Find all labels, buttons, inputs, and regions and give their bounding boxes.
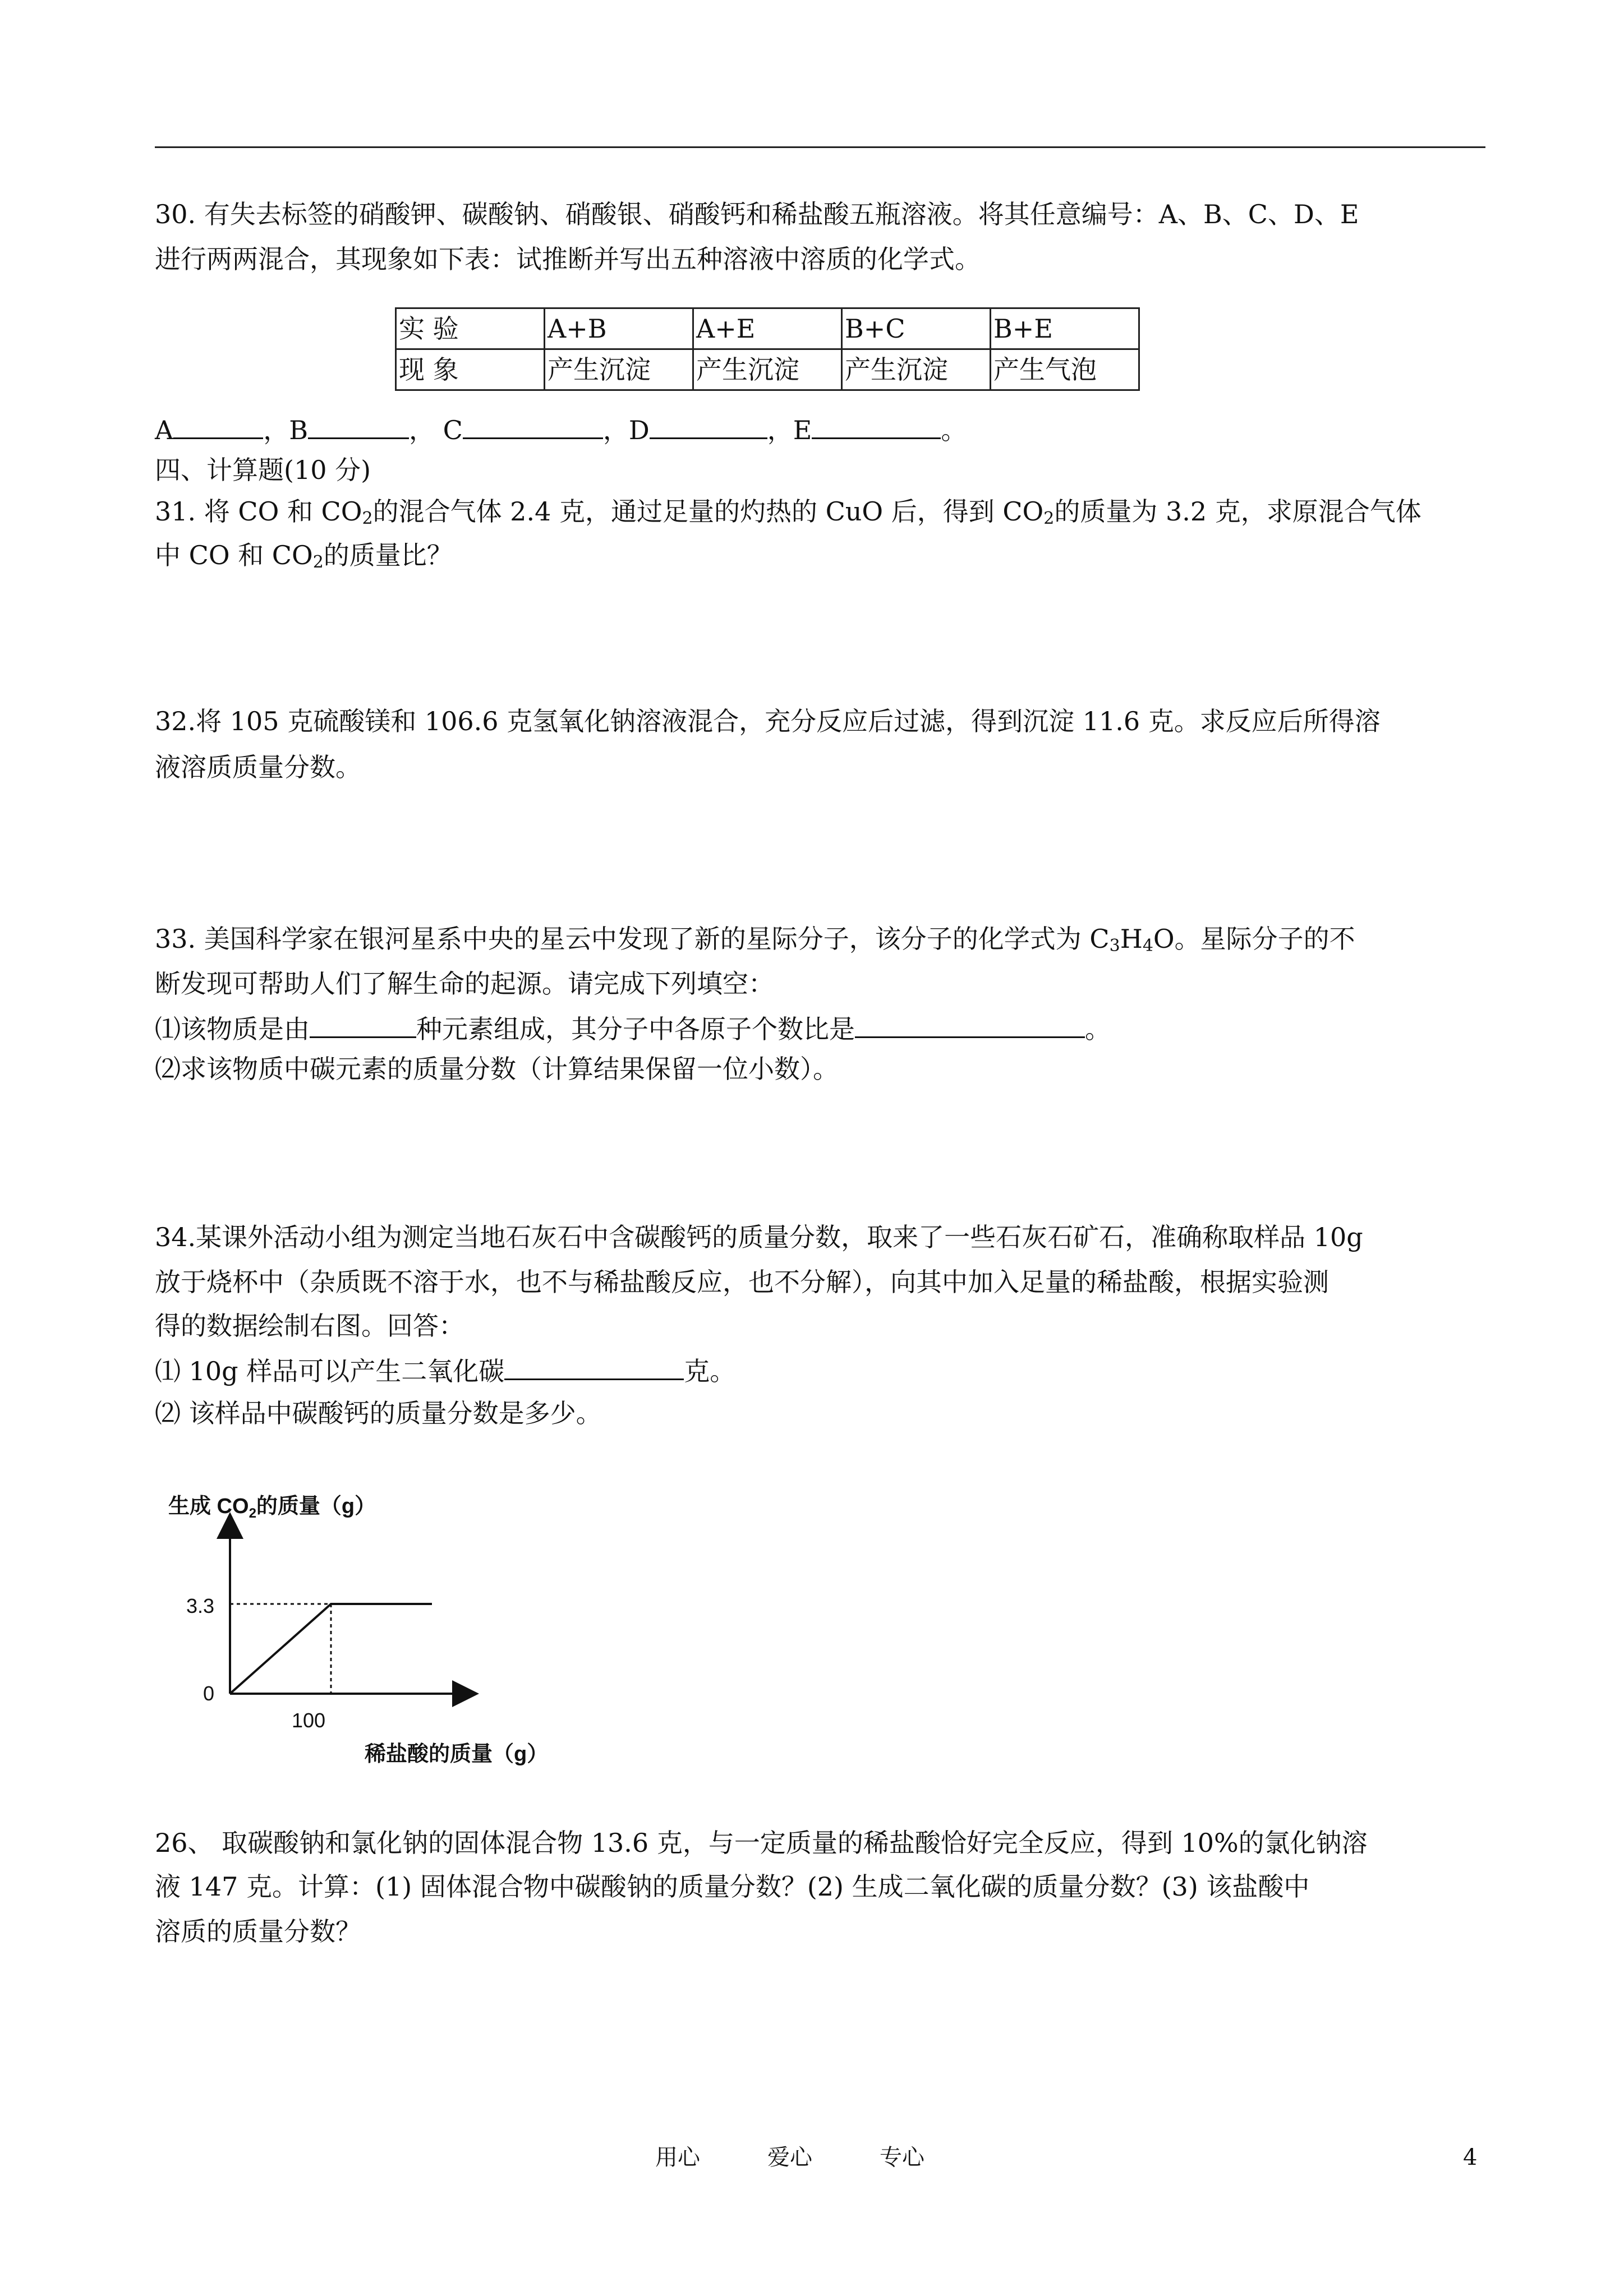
chart-ylabel-sub: 2 bbox=[249, 1506, 256, 1521]
table-cell: A+E bbox=[693, 308, 842, 349]
q32-line-2: 液溶质质量分数。 bbox=[155, 752, 361, 782]
subscript: 2 bbox=[312, 552, 324, 572]
table-cell: 产生气泡 bbox=[991, 349, 1139, 390]
chart-marks bbox=[230, 1604, 432, 1694]
q34-line-1: 34.某课外活动小组为测定当地石灰石中含碳酸钙的质量分数，取来了一些石灰石矿石，准确称取样品 10g bbox=[155, 1222, 1363, 1252]
origin-label: 0 bbox=[203, 1682, 215, 1705]
table-cell: 实 验 bbox=[396, 308, 545, 349]
answer-blank-a[interactable] bbox=[173, 411, 263, 439]
text-run: 克。 bbox=[684, 1356, 736, 1386]
x-tick-label: 100 bbox=[292, 1709, 326, 1732]
q26-line-3: 溶质的质量分数？ bbox=[155, 1916, 361, 1947]
text-run: 的质量为 3.2 克，求原混合气体 bbox=[1054, 496, 1421, 527]
chart-ylabel-a: 生成 CO bbox=[168, 1495, 249, 1518]
subscript: 3 bbox=[1109, 936, 1120, 956]
answer-label-d: ，D bbox=[602, 415, 650, 445]
subscript: 2 bbox=[362, 509, 373, 528]
subscript: 2 bbox=[1043, 509, 1055, 528]
q34-line-4 bbox=[155, 1352, 735, 1388]
text-run: 中 CO 和 CO bbox=[155, 540, 313, 570]
text-run: ⑴该物质是由 bbox=[155, 1014, 310, 1044]
answer-blank-elements[interactable] bbox=[310, 1009, 416, 1038]
chart-ylabel bbox=[168, 1495, 376, 1521]
footer-word-3: 专心 bbox=[880, 2145, 924, 2170]
answer-label-a: A bbox=[155, 415, 174, 445]
footer-word-2: 爱心 bbox=[767, 2145, 812, 2170]
chart-ylabel-b: 的质量（g） bbox=[256, 1495, 376, 1518]
answer-blank-c[interactable] bbox=[463, 411, 603, 439]
table-cell: 产生沉淀 bbox=[842, 349, 991, 390]
experiment-table bbox=[395, 307, 1140, 391]
text-run: 。 bbox=[1085, 1014, 1111, 1044]
q34-line-3: 得的数据绘制右图。回答： bbox=[155, 1311, 464, 1341]
text-run: ⑴ 10g 样品可以产生二氧化碳 bbox=[155, 1356, 505, 1386]
section-heading: 四、计算题(10 分) bbox=[155, 455, 371, 485]
answer-label-b: ，B bbox=[263, 415, 309, 445]
q26-line-2: 液 147 克。计算：(1) 固体混合物中碳酸钠的质量分数？(2) 生成二氧化碳的质量分数？(3) 该盐酸中 bbox=[155, 1871, 1310, 1902]
page-number: 4 bbox=[1463, 2145, 1478, 2170]
q33-line-3 bbox=[155, 1009, 1111, 1046]
q31-line-1 bbox=[155, 495, 1421, 536]
q26-line-1: 26、 取碳酸钠和氯化钠的固体混合物 13.6 克，与一定质量的稀盐酸恰好完全反应，得到 10%的氯化钠溶 bbox=[155, 1828, 1368, 1858]
footer-word-1: 用心 bbox=[655, 2145, 700, 2170]
text-run: 种元素组成，其分子中各原子个数比是 bbox=[416, 1014, 855, 1044]
q33-line-4: ⑵求该物质中碳元素的质量分数（计算结果保留一位小数）。 bbox=[155, 1054, 839, 1084]
header-rule bbox=[155, 146, 1485, 148]
y-tick-label: 3.3 bbox=[186, 1594, 215, 1617]
q33-line-2: 断发现可帮助人们了解生命的起源。请完成下列填空： bbox=[155, 969, 774, 999]
answer-blank-co2[interactable] bbox=[504, 1352, 684, 1380]
co2-chart bbox=[151, 1481, 600, 1772]
table-cell: B+E bbox=[991, 308, 1139, 349]
text-run: 的混合气体 2.4 克，通过足量的灼热的 CuO 后，得到 CO bbox=[372, 496, 1044, 527]
text-run: 31. 将 CO 和 CO bbox=[155, 496, 362, 527]
text-run: H bbox=[1120, 924, 1143, 954]
table-cell: 产生沉淀 bbox=[545, 349, 693, 390]
q33-line-1 bbox=[155, 922, 1355, 963]
chart-xlabel: 稀盐酸的质量（g） bbox=[365, 1742, 549, 1766]
q31-line-2 bbox=[155, 538, 453, 579]
q34-line-5: ⑵ 该样品中碳酸钙的质量分数是多少。 bbox=[155, 1398, 602, 1428]
answer-blank-e[interactable] bbox=[812, 411, 941, 439]
table-cell: 现 象 bbox=[396, 349, 545, 390]
answer-end: 。 bbox=[941, 415, 967, 445]
answer-blank-b[interactable] bbox=[308, 411, 409, 439]
table-row bbox=[396, 308, 1139, 349]
q34-line-2: 放于烧杯中（杂质既不溶于水，也不与稀盐酸反应，也不分解），向其中加入足量的稀盐酸，根据实验测 bbox=[155, 1267, 1329, 1297]
answer-label-e: ，E bbox=[767, 415, 812, 445]
q30-line-1: 30. 有失去标签的硝酸钾、碳酸钠、硝酸银、硝酸钙和稀盐酸五瓶溶液。将其任意编号：A、B、C、D、E bbox=[155, 199, 1359, 229]
q30-answer-line bbox=[155, 411, 967, 447]
text-run: 的质量比？ bbox=[323, 540, 453, 570]
text-run: O。星际分子的不 bbox=[1153, 924, 1355, 954]
table-cell: 产生沉淀 bbox=[693, 349, 842, 390]
subscript: 4 bbox=[1142, 936, 1153, 956]
table-cell: B+C bbox=[842, 308, 991, 349]
table-row bbox=[396, 349, 1139, 390]
table-cell: A+B bbox=[545, 308, 693, 349]
answer-blank-d[interactable] bbox=[650, 411, 767, 439]
q30-line-2: 进行两两混合，其现象如下表：试推断并写出五种溶液中溶质的化学式。 bbox=[155, 244, 981, 274]
q32-line-1: 32.将 105 克硫酸镁和 106.6 克氢氧化钠溶液混合，充分反应后过滤，得到沉淀 11.6 克。求反应后所得溶 bbox=[155, 706, 1381, 736]
text-run: 33. 美国科学家在银河星系中央的星云中发现了新的星际分子，该分子的化学式为 C bbox=[155, 924, 1110, 954]
answer-blank-ratio[interactable] bbox=[855, 1009, 1085, 1038]
answer-label-c: ， C bbox=[409, 415, 463, 445]
